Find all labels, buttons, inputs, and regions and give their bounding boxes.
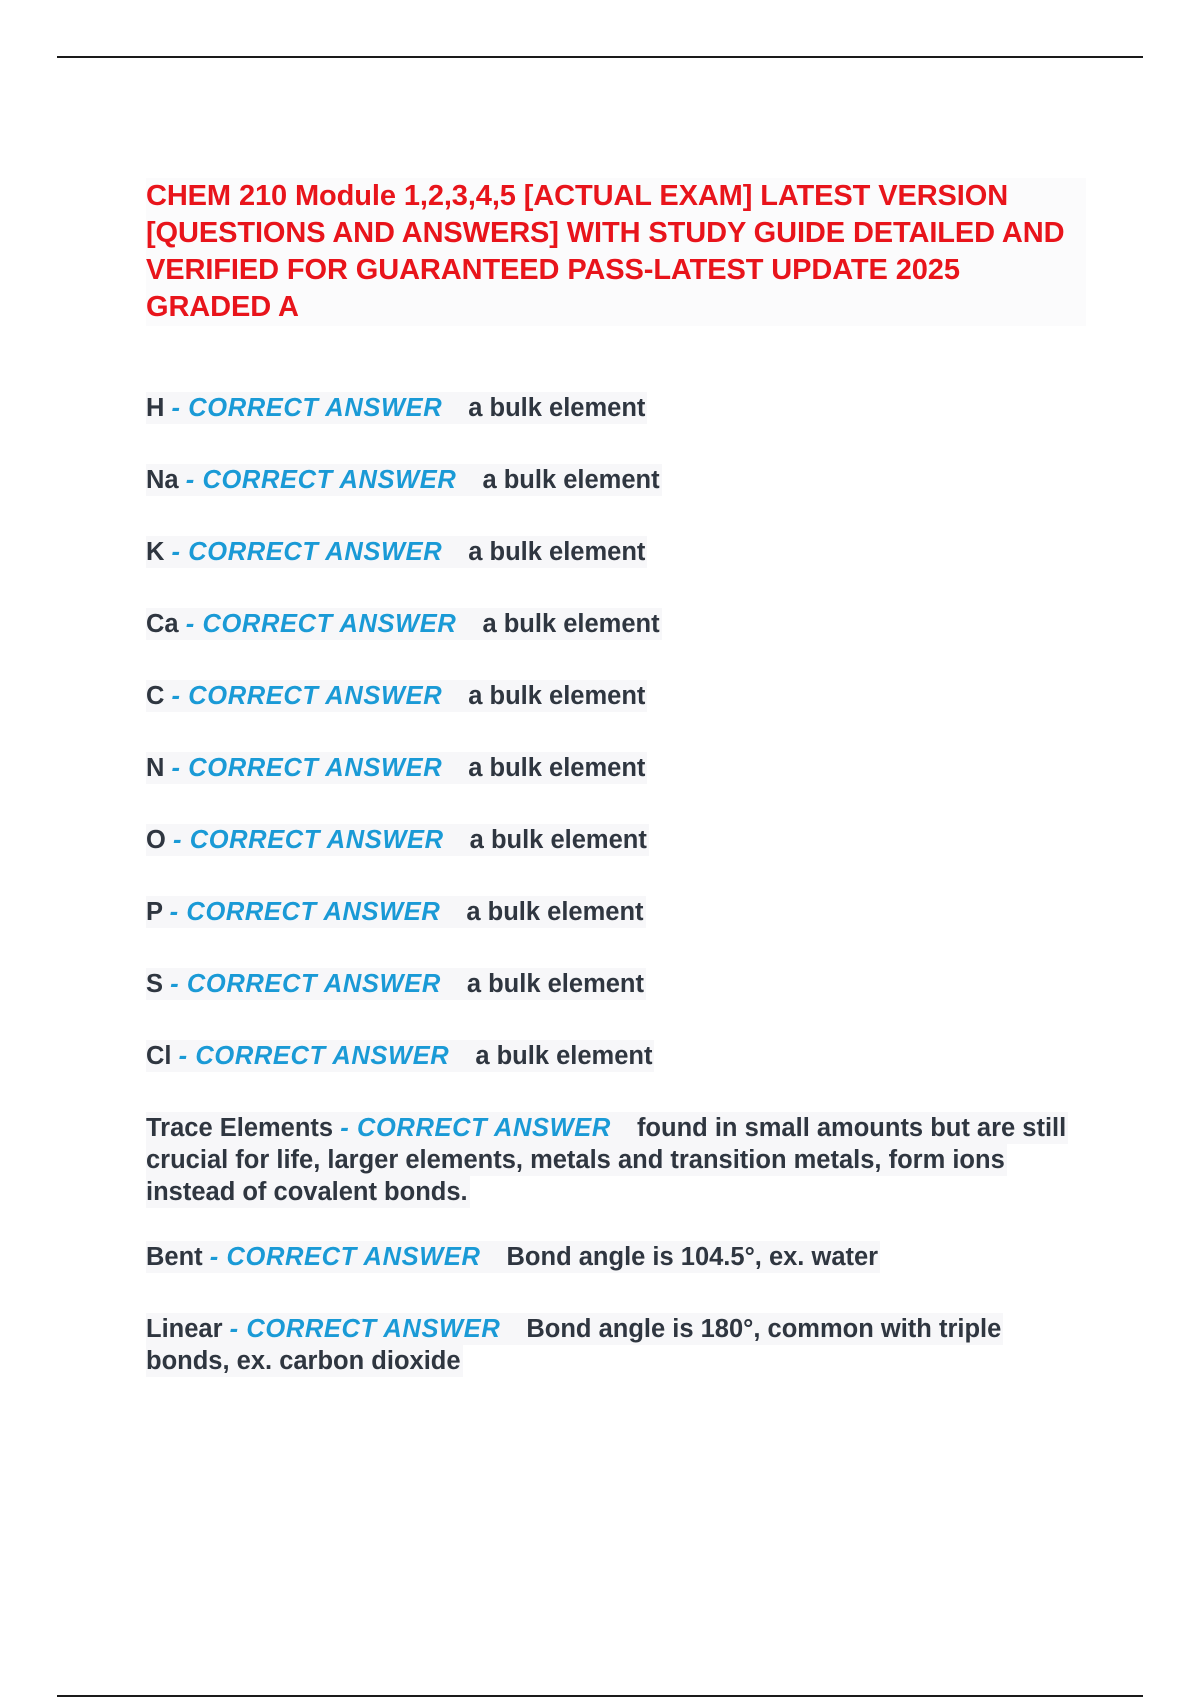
qa-answer: a bulk element [482,466,660,494]
qa-item-bent [146,1241,1086,1273]
qa-term: Trace Elements [146,1114,334,1142]
correct-answer-marker: - CORRECT ANSWER [171,754,443,782]
correct-answer-marker: - CORRECT ANSWER [178,1042,450,1070]
qa-item-o [146,824,1086,856]
qa-answer: a bulk element [468,682,646,710]
qa-answer: a bulk element [468,754,646,782]
qa-answer: a bulk element [475,1042,653,1070]
qa-item-cl [146,1040,1086,1072]
bottom-rule [57,1695,1143,1697]
qa-answer: found in small amounts but are still crucial for life, larger elements, metals and transition metals, form ions instead of covalent bonds. [146,1114,1067,1206]
qa-item-na [146,464,1086,496]
qa-term: K [146,538,165,566]
correct-answer-marker: - CORRECT ANSWER [185,466,457,494]
qa-item-k [146,536,1086,568]
qa-item-trace-elements [146,1112,1086,1208]
qa-term: O [146,826,166,854]
qa-list [146,392,1086,1377]
qa-answer: a bulk element [469,826,647,854]
qa-item-linear [146,1313,1086,1377]
qa-answer: a bulk element [466,898,644,926]
correct-answer-marker: - CORRECT ANSWER [172,826,444,854]
correct-answer-marker: - CORRECT ANSWER [169,898,441,926]
document-body [146,178,1086,1410]
qa-item-n [146,752,1086,784]
qa-answer: Bond angle is 180°, common with triple bonds, ex. carbon dioxide [146,1315,1002,1375]
qa-item-s [146,968,1086,1000]
qa-term: Cl [146,1042,172,1070]
correct-answer-marker: - CORRECT ANSWER [185,610,457,638]
correct-answer-marker: - CORRECT ANSWER [171,394,443,422]
qa-answer: Bond angle is 104.5°, ex. water [506,1243,879,1271]
qa-term: Ca [146,610,179,638]
qa-term: Na [146,466,179,494]
correct-answer-marker: - CORRECT ANSWER [170,970,441,998]
qa-answer: a bulk element [468,394,646,422]
top-rule [57,56,1143,58]
qa-answer: a bulk element [468,538,646,566]
correct-answer-marker: - CORRECT ANSWER [209,1243,481,1271]
qa-item-h [146,392,1086,424]
correct-answer-marker: - CORRECT ANSWER [171,682,443,710]
qa-term: C [146,682,165,710]
qa-term: H [146,394,165,422]
qa-answer: a bulk element [482,610,660,638]
document-title: CHEM 210 Module 1,2,3,4,5 [ACTUAL EXAM] LATEST VERSION [QUESTIONS AND ANSWERS] WITH STUDY GUIDE DETAILED AND VERIFIED FOR GUARANTEED PASS-LATEST UPDATE 2025 GRADED A [146,178,1086,326]
qa-answer: a bulk element [466,970,644,998]
qa-item-c [146,680,1086,712]
qa-term: N [146,754,165,782]
qa-item-p [146,896,1086,928]
qa-item-ca [146,608,1086,640]
qa-term: P [146,898,163,926]
qa-term: Linear [146,1315,223,1343]
correct-answer-marker: - CORRECT ANSWER [171,538,443,566]
correct-answer-marker: - CORRECT ANSWER [340,1114,611,1142]
qa-term: S [146,970,164,998]
correct-answer-marker: - CORRECT ANSWER [229,1315,501,1343]
qa-term: Bent [146,1243,203,1271]
